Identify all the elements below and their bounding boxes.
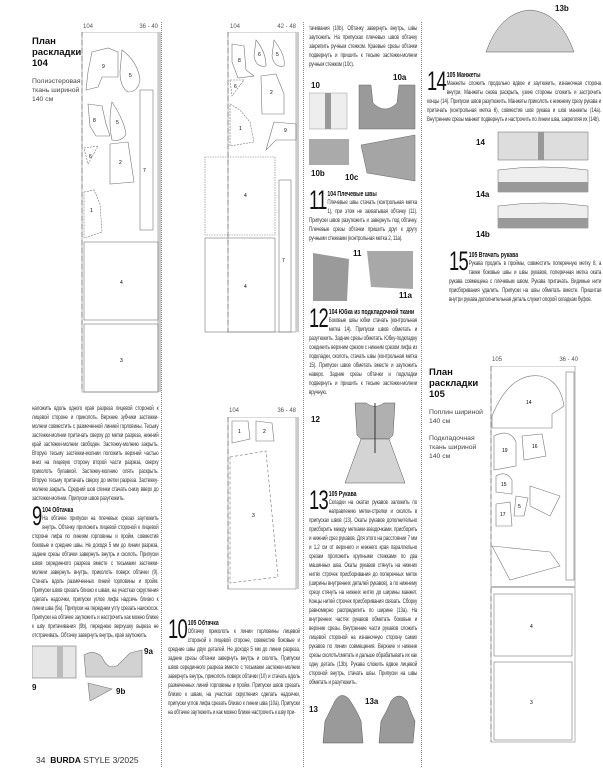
- page-footer: [36, 755, 139, 765]
- column-2-flow: [168, 614, 300, 717]
- step-11: [309, 185, 418, 243]
- svg-text:5: 5: [116, 120, 119, 126]
- figure-12-dress: [339, 401, 411, 485]
- plan-105-fabric-1: Поплин шириной 140 см: [429, 409, 483, 425]
- figure-label: 11: [353, 249, 362, 258]
- figure-label: 13a: [365, 697, 379, 706]
- layout-104-b-diagram: [204, 32, 300, 334]
- step-text: Плечевые швы стачать (контрольная метка 1), при этом не захватывая обтачку (11). Припуски швов разутюжить и завернуть под обтачку. Плечевые срезы обтачки пришить друг к другу ручными стежками (контрольная метка 2, 11a).: [309, 199, 418, 242]
- step-title: 104 Юбка из подкладочной ткани: [328, 307, 415, 316]
- svg-text:9: 9: [284, 128, 287, 134]
- figure-label: 10a: [393, 73, 407, 82]
- svg-text:3: 3: [120, 358, 123, 364]
- figure-label: 14b: [476, 230, 490, 239]
- layout-label: 105: [492, 357, 503, 363]
- step-title: 105 Обтачка: [187, 618, 219, 627]
- step-text: На обтачке припуски на плечевых срезах заутюжить внутрь. Обтачку приложить лицевой стороной к лицевой стороне лифа по линиям горловины и пройм, совместив боковые и средние швы. Не доходя 5 мм до линии разреза, задние срезы обтачки завернуть внутрь и сколоть. Припуски швов серединного разреза вместе с тесьмами застежки-молнии завернуть внутрь, приколоть поверх обтачки (9). Стачать вдоль размеченных линий горловины и пройм. Припуски швов срезать близко к швам, на участках скругления сделать надсечки, припуски углов лифа надсечь близко к линии шва (9a). Припуски на переднем углу срезать наискосок. Припуски на обтачке заутюжить и настрочить как можно ближе к шву притачивания (9b), переднюю верхушку выреза не отстрачивать. Обтачку завернуть внутрь, края заутюжить.: [32, 515, 159, 639]
- figures-9-drawing: [32, 645, 150, 701]
- figure-label: 9: [32, 683, 37, 692]
- step-text: Обтачку приколоть к линии горловины лицевой стороной к лицевой стороне, совместив боковые и средние швы двух деталей. Не доходя 5 мм до линии разреза, задние срезы обтачки завернуть внутрь и сколоть. Припуски швов серединного разреза вместе с тесьмами застежки-молнии завернуть внутрь, приколоть поверх обтачки (10) и стачать вдоль размеченных линий горловины и пройм. Припуски швов срезать близко к швам, на участках скругления сделать надсечки, припуски углов лифа срезать близко к линии шва (10a). Припуски на обтачке заутюжить и как можно ближе настрочить к шву при-: [168, 628, 300, 716]
- layout-105-diagram: [490, 366, 582, 746]
- step-title: 105 Рукава: [328, 489, 357, 498]
- plan-105-title: План раскладки 105: [429, 367, 479, 400]
- layout-104-36-40: [80, 22, 162, 397]
- svg-text:4: 4: [530, 624, 533, 630]
- svg-text:6: 6: [89, 154, 92, 160]
- svg-text:3: 3: [530, 700, 533, 706]
- figure-label: 10b: [311, 169, 325, 178]
- column-3-flow: [309, 24, 417, 745]
- svg-text:15: 15: [501, 482, 507, 488]
- layout-sizes: 42 - 48: [277, 24, 296, 30]
- figure-13b: [427, 2, 601, 54]
- svg-text:5: 5: [276, 52, 279, 58]
- svg-text:9: 9: [102, 64, 105, 70]
- column-4-flow: [427, 2, 601, 304]
- figures-14-drawing: [488, 130, 598, 242]
- step-10-continued-text: тачивания (10b). Обтачку завернуть внутрь, швы заутюжить. На припусках плечевых швов обтачку закрепить ручным стежком. Краевые срезы обтачки подвернуть и пришить к тесьме застежки-молнии ручным стежком (10c).: [309, 25, 418, 68]
- figures-13: [309, 691, 417, 745]
- svg-text:4: 4: [244, 284, 247, 290]
- figure-label: 14a: [476, 190, 490, 199]
- svg-text:8: 8: [93, 118, 96, 124]
- plan-105-fabric-2: Подкладочная ткань шириной 140 см: [429, 435, 477, 460]
- step-number: 15: [449, 246, 469, 276]
- plan-104-title: План раскладки 104: [32, 36, 82, 69]
- figures-14: [427, 130, 601, 242]
- svg-text:2: 2: [119, 160, 122, 166]
- layout-104-42-48: [204, 22, 300, 334]
- step-number: 10: [168, 614, 188, 644]
- step-12: [309, 303, 418, 397]
- layout-label: 104: [229, 408, 240, 414]
- layout-label: 104: [230, 24, 241, 30]
- step-text: Боковые швы юбки стачать (контрольная метка 14). Припуски швов обметать и разутюжить. Задние срезы обметать. Юбку-подкладку соединить верхним срезом с нижним срезом лифа из подкладки, сколоть, стачать швы (контрольная метка 15). Припуски швов обметать вместе и заутюжить наверх. Задние срезы обтачки и подкладки подвернуть и пришить к тесьме застежки-молнии вручную.: [309, 317, 418, 396]
- step-text: Складки на окатах рукавов заложить по направлению метки-стрелки и сколоть в припусках швов (13). Окаты рукавов дополнительно присборить между метками-звездочками, присборить и нижний срез рукавов. Для этого на расстоянии 7 мм и 1,2 см от верхнего и нижнего края параллельно срезам проложить крупными стежками по два машинных шва. Окаты рукавов стянуть на нижних нитях строчек присборивания до поперечных меток (ширины внутренних деталей рукавов), а по нижнему срезу стянуть на нижних нитях до ширины манжет. Концы нитей строчек присборивания связать. Сборку равномерно распределить по ширине (13a). На внутренних частях рукавов обметать боковые и верхние срезы. Внутренние части рукавов сложить лицевой стороной на изнаночную сторону самих рукавов по линии совмещения. Верхние и нижние срезы сколоть/сметать и дальше обрабатывать их как одну деталь (13b). Рукава сложить вдвое лицевой стороной внутрь, стачать швы. Припуски на швы обметать и разутюжить.: [309, 499, 418, 686]
- figures-9: [32, 645, 159, 701]
- page-number: 34: [36, 755, 46, 765]
- issue: STYLE 3/2025: [83, 755, 139, 765]
- step-title: 104 Плечевые швы: [327, 189, 377, 198]
- step-8-continued-text: наложить вдоль одного края разреза лицевой стороной к лицевой стороне и приколоть. Верхние зубчики застежки-молнии совместить с размеченной линией горловины. Тесьму застежки-молнии притачать сверху до метки разреза, нижний край застежки-молнии свободен. Застежку-молнию закрыть. Вторую тесьму застежки-молнии положить верхней частью вниз на лицевую сторону второй части разреза, сверху приколоть булавкой. Застежку-молнию опять раскрыть. Вторую тесьму притачать сверху до метки разреза. Застежку-молнию закрыть. Средний шов спинки стачать снизу вверх до застежки-молнии. Припуски швов разутюжить.: [32, 405, 159, 502]
- figures-10-drawing: [309, 73, 417, 185]
- figure-label: 13: [309, 705, 318, 714]
- figures-10: [309, 73, 417, 185]
- svg-text:3: 3: [252, 513, 255, 519]
- layout-sizes: 36 - 40: [559, 357, 578, 363]
- step-number: 13: [309, 485, 329, 515]
- step-title: 104 Обтачка: [42, 505, 74, 514]
- svg-text:16: 16: [532, 444, 538, 450]
- svg-text:5: 5: [518, 504, 521, 510]
- figure-label: 10c: [345, 173, 359, 182]
- step-9: [32, 501, 159, 640]
- svg-text:8: 8: [238, 58, 241, 64]
- svg-text:6: 6: [258, 52, 261, 58]
- step-13: [309, 485, 418, 687]
- figures-11: [309, 247, 417, 303]
- column-divider: [421, 22, 422, 767]
- step-10: [168, 614, 300, 717]
- step-title: 105 Манжеты: [446, 70, 481, 79]
- layout-sizes: 36 - 48: [277, 408, 296, 414]
- step-number: 9: [32, 501, 42, 531]
- svg-text:2: 2: [263, 429, 266, 435]
- step-14: [427, 66, 602, 124]
- figure-label: 12: [311, 415, 320, 424]
- layout-104-36-48: [226, 408, 300, 590]
- figure-label: 13b: [555, 4, 569, 13]
- svg-text:4: 4: [244, 193, 247, 199]
- layout-label: 104: [83, 24, 94, 30]
- step-number: 11: [309, 185, 327, 215]
- column-divider: [303, 22, 304, 767]
- svg-text:1: 1: [90, 208, 93, 214]
- plan-104-fabric: Полиэстеровая ткань шириной 140 см: [32, 78, 81, 103]
- svg-text:17: 17: [500, 512, 506, 518]
- step-15: [449, 246, 602, 304]
- brand: BURDA: [50, 755, 81, 765]
- figure-label: 9a: [144, 647, 153, 656]
- plan-105-header: [429, 367, 485, 461]
- figure-label: 14: [476, 138, 485, 147]
- svg-text:7: 7: [143, 168, 146, 174]
- svg-text:2: 2: [270, 90, 273, 96]
- figure-12: [309, 401, 417, 485]
- plan-104-header: [32, 36, 80, 104]
- layout-104-a-diagram: [80, 32, 162, 397]
- svg-text:1: 1: [238, 429, 241, 435]
- layout-105-36-40: [490, 357, 582, 745]
- step-title: 105 Втачать рукава: [468, 250, 519, 259]
- figure-label: 11a: [399, 291, 412, 300]
- svg-text:14: 14: [526, 400, 532, 406]
- figure-label: 9b: [116, 687, 126, 696]
- svg-text:6: 6: [234, 84, 237, 90]
- svg-text:7: 7: [282, 258, 285, 264]
- step-text: Манжеты сложить продольно вдвое и заутюжить, изнаночная сторона внутри. Манжеты снова раскрыть, узкие стороны сложить и застрочить концы (14). Припуски швов разутюжить. Манжеты приколоть к нижнему срезу рукава и притачать (контрольная метка 6), совместив шов рукава и шов манжеты (14a). Внутренние срезы манжет подвернуть и настрочить по линии шва, закрепляя их (14b).: [427, 80, 602, 123]
- step-text: Рукава продеть в проймы, совместить поперечную метку 8, а также боковые швы и швы рукавов, поперечная метка оката рукава совмещена с плечевым швом. Рукава притачать. Видимые нити присборивания удалить. Припуски на швы обметать вместе. Пришитая внутри рукава дополнительная деталь служит опорой складкам буфов.: [449, 260, 602, 303]
- layout-104-c-diagram: [226, 417, 300, 592]
- step-number: 14: [427, 66, 447, 96]
- svg-text:19: 19: [502, 448, 508, 454]
- layout-sizes: 36 - 40: [139, 24, 158, 30]
- figure-label: 10: [311, 81, 320, 90]
- step-number: 12: [309, 303, 329, 333]
- svg-text:1: 1: [239, 126, 242, 132]
- svg-text:5: 5: [129, 73, 132, 79]
- svg-text:4: 4: [120, 280, 123, 286]
- column-1-flow: [32, 404, 159, 701]
